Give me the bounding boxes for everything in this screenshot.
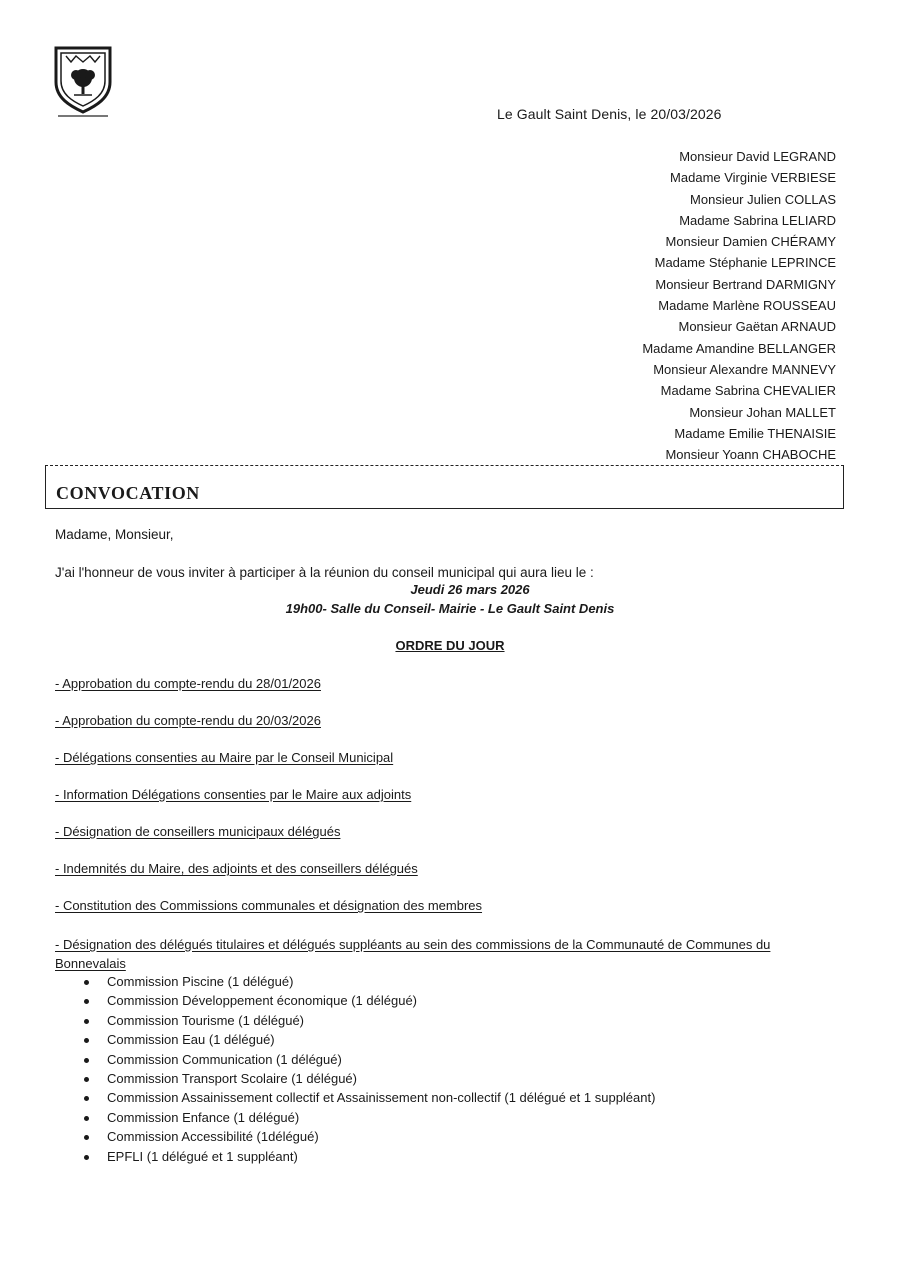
recipient: Madame Amandine BELLANGER <box>642 340 836 356</box>
bullet-icon <box>84 1019 89 1024</box>
recipient: Monsieur Bertrand DARMIGNY <box>655 276 836 292</box>
agenda-item: - Approbation du compte-rendu du 28/01/2026 <box>55 676 321 691</box>
commission-item <box>72 1050 655 1069</box>
meeting-date: Jeudi 26 mars 2026 <box>410 582 530 597</box>
recipient: Monsieur Yoann CHABOCHE <box>665 447 836 463</box>
invitation-text: J'ai l'honneur de vous inviter à participer à la réunion du conseil municipal qui aura lieu le : <box>55 565 594 580</box>
commission-label: Commission Transport Scolaire (1 délégué) <box>107 1070 357 1086</box>
commission-list <box>72 972 655 1166</box>
commission-label: Commission Assainissement collectif et Assainissement non-collectif (1 délégué et 1 suppléant) <box>107 1090 656 1106</box>
bullet-icon <box>84 1096 89 1101</box>
recipient: Madame Sabrina LELIARD <box>679 212 836 228</box>
commission-item <box>72 1108 655 1127</box>
commission-label: Commission Tourisme (1 délégué) <box>107 1012 305 1028</box>
bullet-icon <box>84 980 89 985</box>
bullet-icon <box>84 1116 89 1121</box>
place-and-date: Le Gault Saint Denis, le 20/03/2026 <box>497 106 722 122</box>
agenda-item: - Désignation de conseillers municipaux délégués <box>55 824 341 839</box>
commission-item <box>72 972 655 991</box>
recipient: Monsieur Johan MALLET <box>689 404 836 420</box>
recipient: Madame Sabrina CHEVALIER <box>660 383 836 399</box>
bullet-icon <box>84 1038 89 1043</box>
bullet-icon <box>84 1058 89 1063</box>
recipient: Monsieur Alexandre MANNEVY <box>653 361 836 377</box>
commission-label: Commission Accessibilité (1délégué) <box>107 1129 319 1145</box>
commission-item <box>72 1147 655 1166</box>
agenda-item: - Approbation du compte-rendu du 20/03/2026 <box>55 713 321 728</box>
commission-label: Commission Eau (1 délégué) <box>107 1032 275 1048</box>
recipient-list <box>642 146 836 465</box>
recipient: Madame Emilie THENAISIE <box>674 425 836 441</box>
convocation-title: CONVOCATION <box>56 483 200 503</box>
agenda-item: - Constitution des Commissions communales et désignation des membres <box>55 898 483 913</box>
commission-label: EPFLI (1 délégué et 1 suppléant) <box>107 1148 298 1164</box>
commission-item <box>72 1069 655 1088</box>
salutation: Madame, Monsieur, <box>55 527 174 542</box>
bullet-icon <box>84 1155 89 1160</box>
commission-label: Commission Piscine (1 délégué) <box>107 974 294 989</box>
commission-label: Commission Communication (1 délégué) <box>107 1051 342 1067</box>
commission-label: Commission Enfance (1 délégué) <box>107 1109 300 1125</box>
recipient: Madame Virginie VERBIESE <box>670 170 836 186</box>
recipient: Madame Stéphanie LEPRINCE <box>654 255 836 271</box>
recipient: Monsieur David LEGRAND <box>679 149 836 164</box>
commission-item <box>72 1088 655 1107</box>
convocation-title-box <box>45 465 844 509</box>
agenda-item: - Désignation des délégués titulaires et délégués suppléants au sein des commissions de la Communauté de Communes du Bonnevalais <box>55 937 771 971</box>
municipal-crest-icon <box>52 44 114 120</box>
bullet-icon <box>84 999 89 1004</box>
bullet-icon <box>84 1135 89 1140</box>
bullet-icon <box>84 1077 89 1082</box>
commission-item <box>72 991 655 1010</box>
agenda-item: - Indemnités du Maire, des adjoints et des conseillers délégués <box>55 861 418 876</box>
agenda-item: - Délégations consenties au Maire par le Conseil Municipal <box>55 750 394 765</box>
recipient: Madame Marlène ROUSSEAU <box>658 298 836 314</box>
agenda-item: - Information Délégations consenties par le Maire aux adjoints <box>55 787 412 802</box>
commission-item <box>72 1127 655 1146</box>
commission-item <box>72 1030 655 1049</box>
recipient: Monsieur Julien COLLAS <box>690 191 836 207</box>
agenda-heading: ORDRE DU JOUR <box>395 638 505 653</box>
commission-item <box>72 1011 655 1030</box>
recipient: Monsieur Gaëtan ARNAUD <box>678 319 836 335</box>
commission-label: Commission Développement économique (1 délégué) <box>107 993 418 1009</box>
meeting-time-place: 19h00- Salle du Conseil- Mairie - Le Gault Saint Denis <box>285 601 615 616</box>
recipient: Monsieur Damien CHÉRAMY <box>665 234 836 250</box>
